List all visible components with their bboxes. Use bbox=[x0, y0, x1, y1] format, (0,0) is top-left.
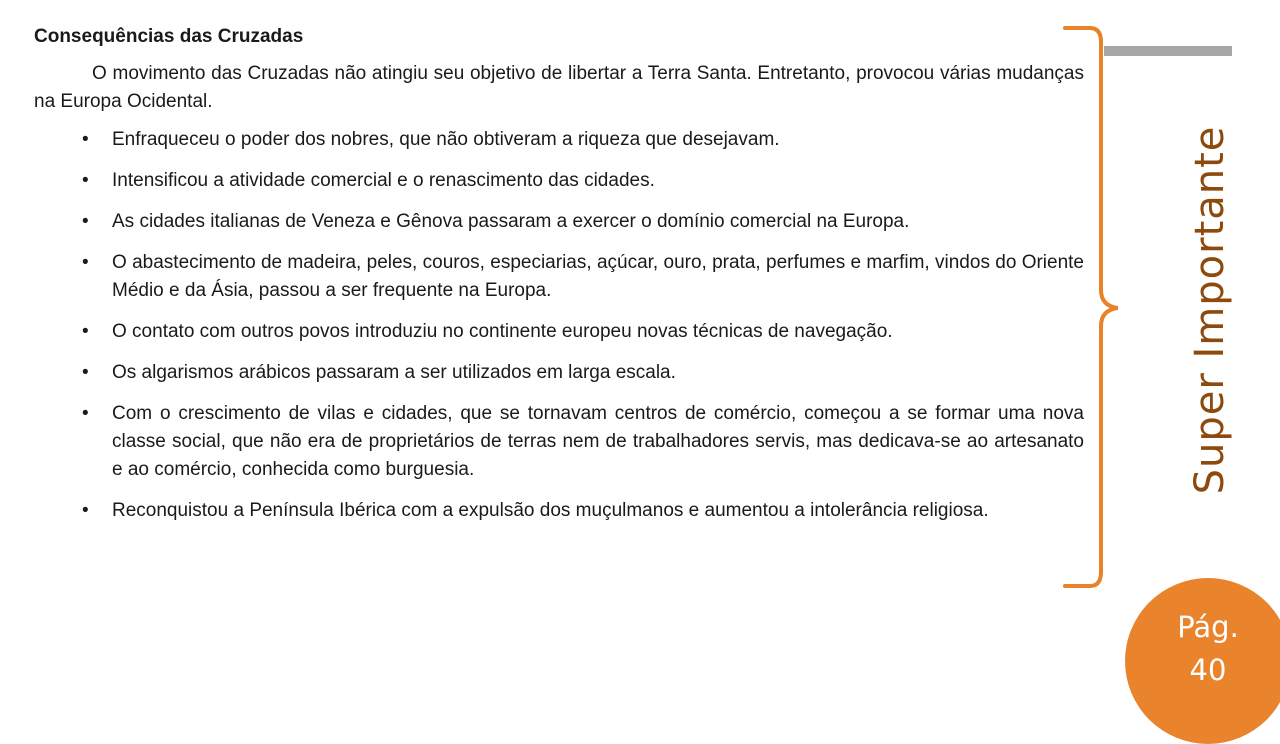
brace-path bbox=[1065, 28, 1118, 586]
list-item bbox=[34, 318, 1084, 346]
bullet-marker: • bbox=[82, 129, 89, 150]
bullet-marker: • bbox=[82, 321, 89, 342]
list-item bbox=[34, 400, 1084, 484]
bullet-marker: • bbox=[82, 252, 89, 273]
bullet-marker: • bbox=[82, 362, 89, 383]
page-label: Pág. bbox=[1177, 610, 1239, 644]
list-item bbox=[34, 167, 1084, 195]
list-item-text: O abastecimento de madeira, peles, couros, especiarias, açúcar, ouro, prata, perfumes e marfim, vindos do Oriente Médio e da Ásia, passou a ser frequente na Europa. bbox=[112, 252, 1084, 301]
list-item bbox=[34, 497, 1084, 525]
section-title: Consequências das Cruzadas bbox=[34, 26, 304, 47]
list-item bbox=[34, 208, 1084, 236]
list-item-text: Os algarismos arábicos passaram a ser utilizados em larga escala. bbox=[112, 362, 676, 383]
consequences-list bbox=[34, 126, 1084, 525]
page-number: 40 bbox=[1189, 653, 1227, 687]
list-item bbox=[34, 249, 1084, 305]
document-excerpt bbox=[34, 24, 1084, 538]
list-item-text: Intensificou a atividade comercial e o renascimento das cidades. bbox=[112, 170, 655, 191]
list-item bbox=[34, 126, 1084, 154]
bullet-marker: • bbox=[82, 211, 89, 232]
decorative-rule bbox=[1104, 46, 1232, 56]
list-item-text: Reconquistou a Península Ibérica com a expulsão dos muçulmanos e aumentou a intolerância religiosa. bbox=[112, 500, 989, 521]
bullet-marker: • bbox=[82, 403, 89, 424]
list-item-text: O contato com outros povos introduziu no continente europeu novas técnicas de navegação. bbox=[112, 321, 893, 342]
list-item bbox=[34, 359, 1084, 387]
bullet-marker: • bbox=[82, 170, 89, 191]
bullet-marker: • bbox=[82, 500, 89, 521]
list-item-text: Com o crescimento de vilas e cidades, que se tornavam centros de comércio, começou a se formar uma nova classe social, que não era de proprietários de terras nem de trabalhadores servis, mas dedicava-se ao artesanato e ao comércio, conhecida como burguesia. bbox=[112, 403, 1084, 480]
list-item-text: As cidades italianas de Veneza e Gênova passaram a exercer o domínio comercial na Europa. bbox=[112, 211, 910, 232]
page-badge-text bbox=[1150, 606, 1266, 692]
super-importante-label: Super Importante bbox=[1187, 125, 1233, 495]
intro-paragraph: O movimento das Cruzadas não atingiu seu objetivo de libertar a Terra Santa. Entretanto, provocou várias mudanças na Europa Ocidental. bbox=[34, 63, 1084, 112]
curly-brace bbox=[1058, 20, 1118, 600]
list-item-text: Enfraqueceu o poder dos nobres, que não obtiveram a riqueza que desejavam. bbox=[112, 129, 780, 150]
